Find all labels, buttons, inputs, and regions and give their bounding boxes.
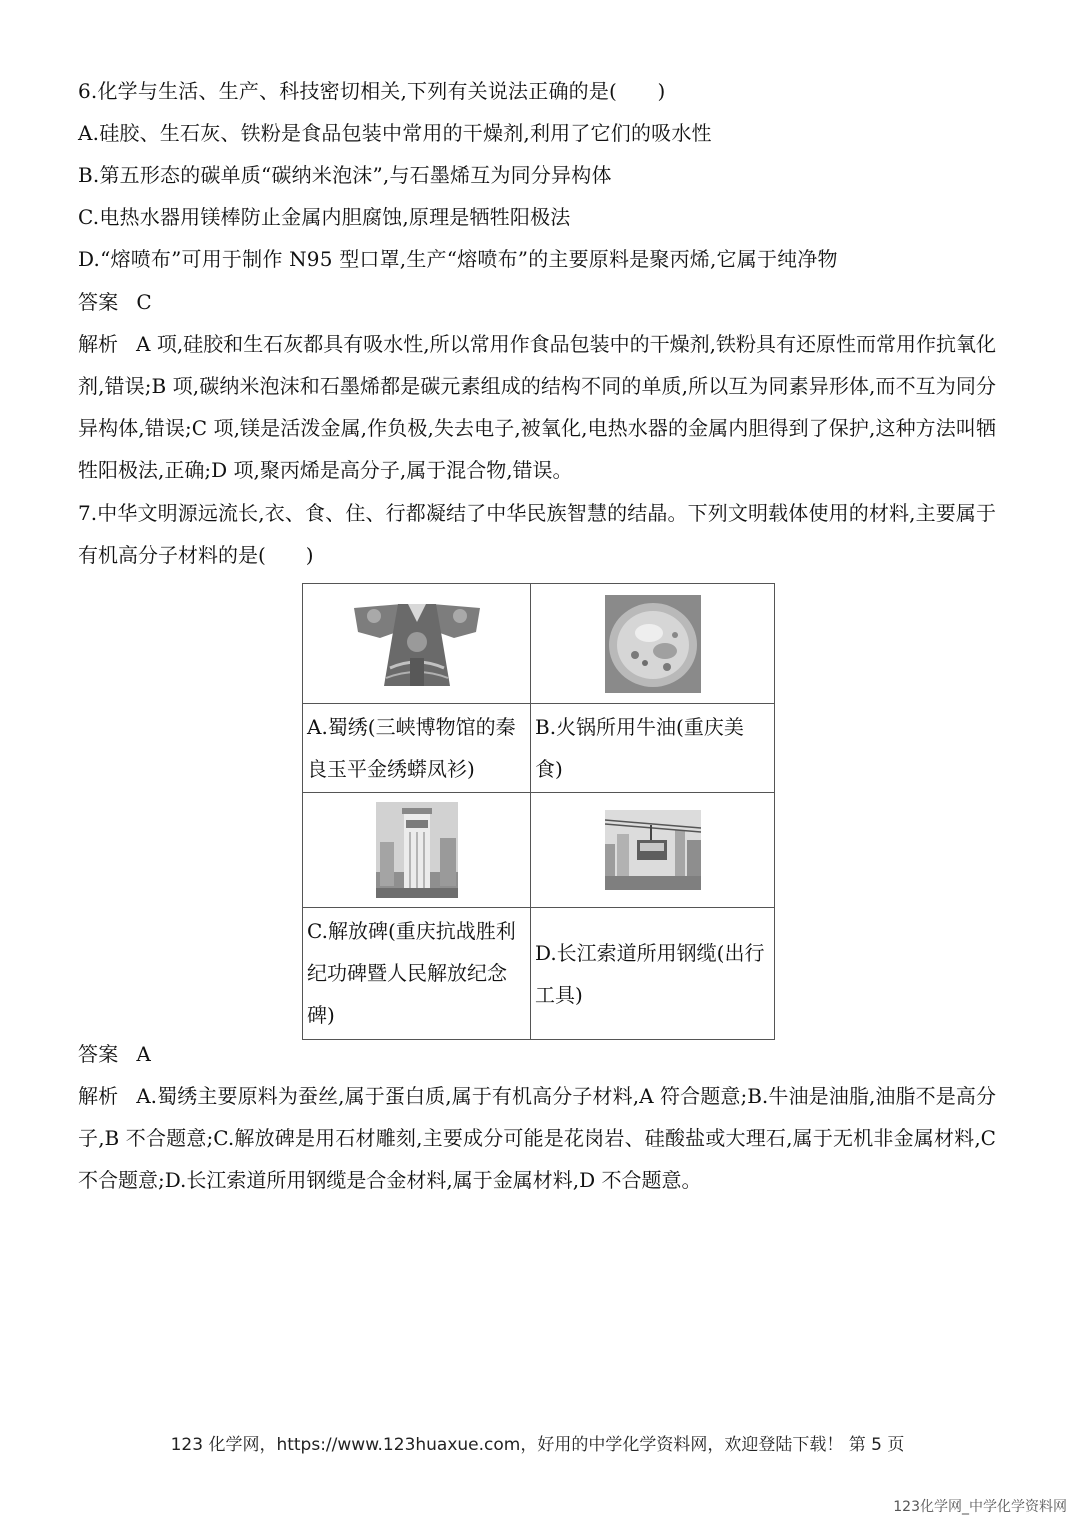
q6-option-c: C.电热水器用镁棒防止金属内胆腐蚀,原理是牺牲阳极法 xyxy=(78,205,571,229)
q6-analysis xyxy=(78,323,996,491)
page-footer: 123 化学网，https://www.123huaxue.com，好用的中学化学资料网，欢迎登陆下载！ 第 5 页 xyxy=(170,1435,905,1455)
q6-answer-value: C xyxy=(136,290,152,314)
q7-cell-image-c xyxy=(303,793,531,908)
q6-stem: 6.化学与生活、生产、科技密切相关,下列有关说法正确的是( ) xyxy=(78,79,666,103)
q7-cell-image-d xyxy=(531,793,775,908)
q7-answer-value: A xyxy=(136,1042,152,1066)
q7-option-c: C.解放碑(重庆抗战胜利纪功碑暨人民解放纪念碑) xyxy=(303,908,531,1040)
q6-option-b: B.第五形态的碳单质“碳纳米泡沫”,与石墨烯互为同分异构体 xyxy=(78,163,612,187)
liberation-monument-image xyxy=(376,802,458,898)
q6-answer xyxy=(78,281,152,323)
q7-cell-image-b xyxy=(531,584,775,704)
q6-answer-label: 答案 xyxy=(78,290,119,314)
q6-analysis-label: 解析 xyxy=(78,332,119,356)
q7-options-table xyxy=(302,583,775,1040)
cable-car-image xyxy=(605,810,701,890)
q7-option-d: D.长江索道所用钢缆(出行工具) xyxy=(531,908,775,1040)
q7-analysis-text: A.蜀绣主要原料为蚕丝,属于蛋白质,属于有机高分子材料,A 符合题意;B.牛油是油脂,油脂不是高分子,B 不合题意;C.解放碑是用石材雕刻,主要成分可能是花岗岩、硅酸盐或大理石,属于无机非金属材料,C 不合题意;D.长江索道所用钢缆是合金材料,属于金属材料,D 不合题意。 xyxy=(78,1084,996,1192)
q7-cell-image-a xyxy=(303,584,531,704)
q7-answer xyxy=(78,1033,151,1075)
q6-option-d: D.“熔喷布”可用于制作 N95 型口罩,生产“熔喷布”的主要原料是聚丙烯,它属于纯净物 xyxy=(78,247,838,271)
q7-analysis-label: 解析 xyxy=(78,1084,119,1108)
hotpot-image xyxy=(605,595,701,693)
q7-stem: 7.中华文明源远流长,衣、食、住、行都凝结了中华民族智慧的结晶。下列文明载体使用的材料,主要属于有机高分子材料的是( ) xyxy=(78,501,996,567)
q7-option-a: A.蜀绣(三峡博物馆的秦良玉平金绣蟒凤衫) xyxy=(303,704,531,793)
q6-analysis-text: A 项,硅胶和生石灰都具有吸水性,所以常用作食品包装中的干燥剂,铁粉具有还原性而常用作抗氧化剂,错误;B 项,碳纳米泡沫和石墨烯都是碳元素组成的结构不同的单质,所以互为同素异形体,而不互为同分异构体,错误;C 项,镁是活泼金属,作负极,失去电子,被氧化,电热水器的金属内胆得到了保护,这种方法叫牺牲阳极法,正确;D 项,聚丙烯是高分子,属于混合物,错误。 xyxy=(78,332,997,482)
q7-option-b: B.火锅所用牛油(重庆美食) xyxy=(531,704,775,793)
q6-option-a: A.硅胶、生石灰、铁粉是食品包装中常用的干燥剂,利用了它们的吸水性 xyxy=(78,121,712,145)
embroidered-robe-image xyxy=(350,598,484,690)
q7-answer-label: 答案 xyxy=(78,1042,119,1066)
site-watermark: 123化学网_中学化学资料网 xyxy=(893,1499,1067,1515)
q7-analysis xyxy=(78,1075,996,1201)
